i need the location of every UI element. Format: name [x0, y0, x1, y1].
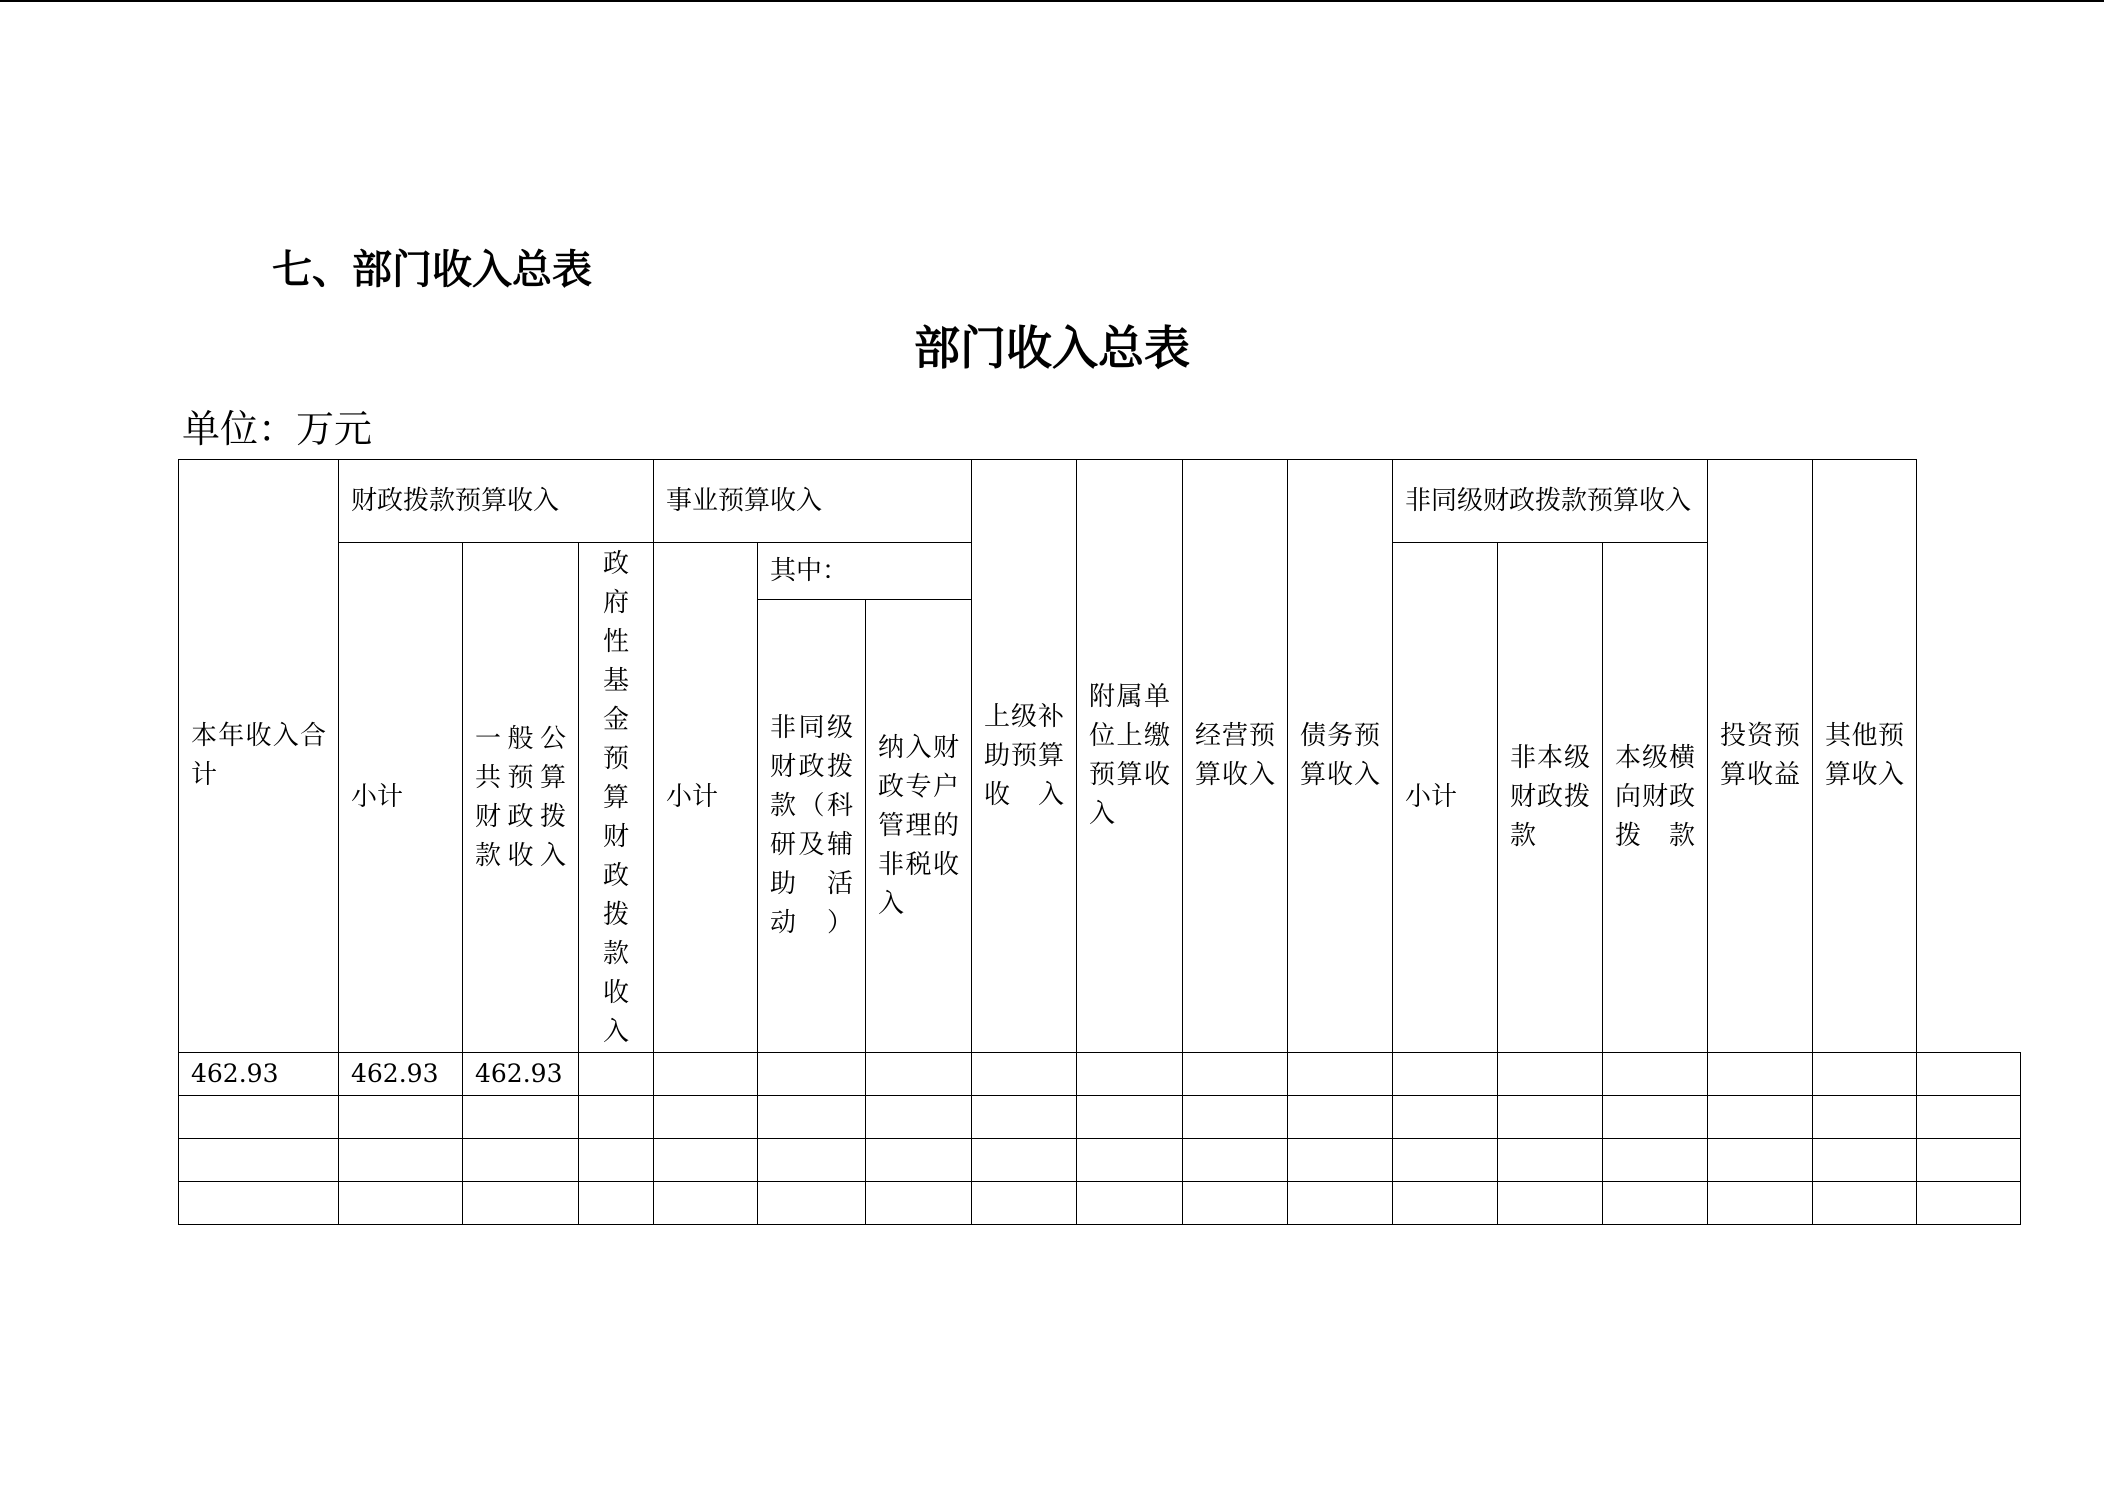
table-cell	[1708, 1096, 1813, 1139]
table-cell: 462.93	[339, 1053, 463, 1096]
table-cell	[1917, 1139, 2021, 1182]
table-cell	[1603, 1053, 1708, 1096]
table-cell	[339, 1139, 463, 1182]
table-cell	[1813, 1139, 1917, 1182]
table-cell	[866, 1182, 972, 1225]
header-total: 本年收入合计	[179, 460, 339, 1053]
table-cell	[579, 1053, 654, 1096]
table-cell	[1288, 1096, 1393, 1139]
header-investment: 投资预算收益	[1708, 460, 1813, 1053]
header-career-of-which: 其中：	[758, 543, 972, 600]
table-row	[179, 1096, 2021, 1139]
table-row	[179, 1053, 2021, 1096]
table-cell	[1708, 1182, 1813, 1225]
table-cell	[972, 1182, 1077, 1225]
table-cell	[866, 1139, 972, 1182]
table-title: 部门收入总表	[914, 321, 1190, 375]
table-cell	[1708, 1139, 1813, 1182]
table-cell	[463, 1139, 579, 1182]
table-cell	[1708, 1053, 1813, 1096]
header-fiscal-subtotal: 小计	[339, 543, 463, 1053]
table-cell	[1077, 1139, 1183, 1182]
table-cell	[1288, 1139, 1393, 1182]
income-summary-table	[178, 459, 2021, 1225]
unit-label: 单位：万元	[182, 407, 373, 451]
table-cell: 462.93	[179, 1053, 339, 1096]
table-cell	[758, 1096, 866, 1139]
table-cell	[758, 1053, 866, 1096]
table-cell	[654, 1053, 758, 1096]
header-other: 其他预算收入	[1813, 460, 1917, 1053]
header-career-special-account: 纳入财政专户管理的非税收入	[866, 600, 972, 1053]
section-heading: 七、部门收入总表	[272, 247, 592, 293]
table-cell	[1183, 1096, 1288, 1139]
header-fiscal-general: 一般公共预算财政拨款收入	[463, 543, 579, 1053]
table-cell	[1498, 1053, 1603, 1096]
header-fiscal-gov-fund: 政府性基金预算财政拨款收入	[579, 543, 654, 1053]
table-cell	[758, 1139, 866, 1182]
table-cell	[1393, 1053, 1498, 1096]
table-cell	[1498, 1139, 1603, 1182]
table-cell	[179, 1139, 339, 1182]
table-cell	[463, 1096, 579, 1139]
table-cell	[1498, 1182, 1603, 1225]
table-cell	[972, 1053, 1077, 1096]
table-row	[179, 1139, 2021, 1182]
table-cell	[1917, 1096, 2021, 1139]
table-cell	[339, 1182, 463, 1225]
table-cell	[972, 1096, 1077, 1139]
table-cell	[1077, 1053, 1183, 1096]
header-fiscal-group: 财政拨款预算收入	[339, 460, 654, 543]
table-row	[179, 1182, 2021, 1225]
table-cell	[1288, 1182, 1393, 1225]
table-cell	[1183, 1053, 1288, 1096]
header-career-non-same-level: 非同级财政拨款（科研及辅助活动）	[758, 600, 866, 1053]
table-cell	[758, 1182, 866, 1225]
table-cell	[1917, 1182, 2021, 1225]
table-cell	[1917, 1053, 2021, 1096]
table-cell	[1603, 1096, 1708, 1139]
header-non-same-level-same: 非本级财政拨款	[1498, 543, 1603, 1053]
table-cell	[1498, 1096, 1603, 1139]
table-cell: 462.93	[463, 1053, 579, 1096]
header-non-same-level-horizontal: 本级横向财政拨款	[1603, 543, 1708, 1053]
table-cell	[1288, 1053, 1393, 1096]
table-cell	[1183, 1182, 1288, 1225]
header-operating: 经营预算收入	[1183, 460, 1288, 1053]
table-cell	[579, 1096, 654, 1139]
header-career-group: 事业预算收入	[654, 460, 972, 543]
header-debt: 债务预算收入	[1288, 460, 1393, 1053]
table-cell	[866, 1053, 972, 1096]
table-cell	[1393, 1139, 1498, 1182]
top-border-line	[0, 0, 2104, 2]
table-cell	[179, 1182, 339, 1225]
table-cell	[179, 1096, 339, 1139]
table-cell	[1813, 1096, 1917, 1139]
header-affiliated-unit: 附属单位上缴预算收入	[1077, 460, 1183, 1053]
table-cell	[1603, 1182, 1708, 1225]
table-cell	[1393, 1182, 1498, 1225]
table-cell	[1813, 1182, 1917, 1225]
table-cell	[654, 1096, 758, 1139]
table-cell	[463, 1182, 579, 1225]
table-cell	[1077, 1096, 1183, 1139]
table-cell	[1603, 1139, 1708, 1182]
table-cell	[972, 1139, 1077, 1182]
header-non-same-level-subtotal: 小计	[1393, 543, 1498, 1053]
table-cell	[1813, 1053, 1917, 1096]
table-cell	[866, 1096, 972, 1139]
table-cell	[654, 1182, 758, 1225]
table-cell	[339, 1096, 463, 1139]
table-cell	[654, 1139, 758, 1182]
table-cell	[1183, 1139, 1288, 1182]
header-non-same-level-group: 非同级财政拨款预算收入	[1393, 460, 1708, 543]
table-cell	[579, 1139, 654, 1182]
table-cell	[1393, 1096, 1498, 1139]
table-cell	[1077, 1182, 1183, 1225]
header-career-subtotal: 小计	[654, 543, 758, 1053]
table-cell	[579, 1182, 654, 1225]
header-superior-subsidy: 上级补助预算收入	[972, 460, 1077, 1053]
